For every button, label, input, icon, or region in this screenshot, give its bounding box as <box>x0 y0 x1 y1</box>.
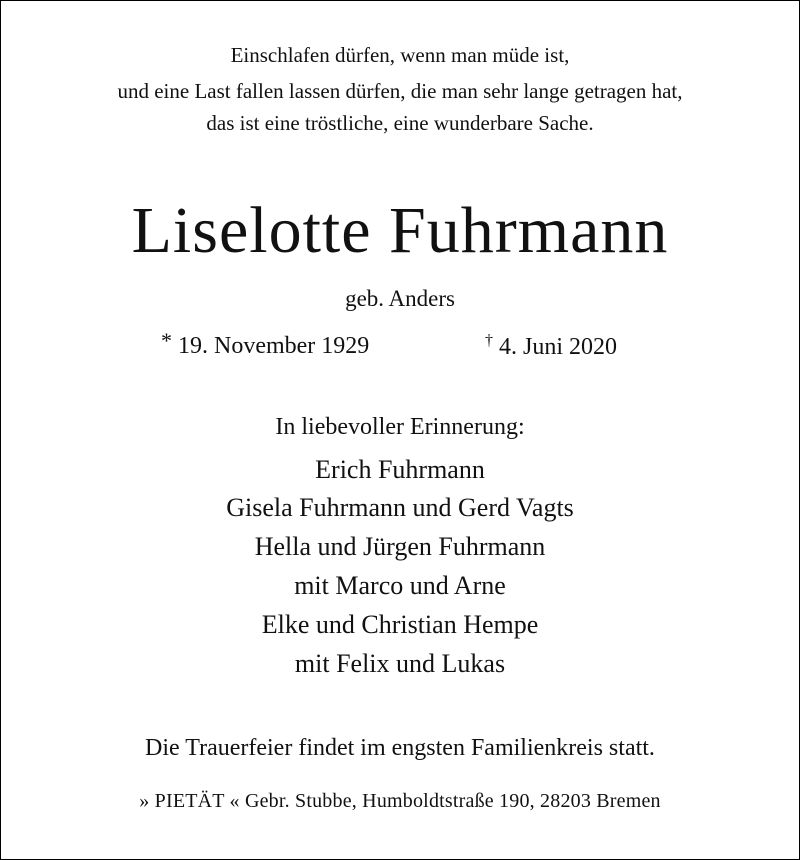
verse-line: und eine Last fallen lassen dürfen, die man sehr lange getragen hat, <box>117 79 683 103</box>
birth-date: 19. November 1929 <box>178 333 370 359</box>
mourner-line: Hella und Jürgen Fuhrmann <box>254 532 546 561</box>
life-dates <box>1 323 799 359</box>
funeral-home: » PIETÄT « Gebr. Stubbe, Humboldtstraße 190, 28203 Bremen <box>139 790 661 812</box>
verse-line: Einschlafen dürfen, wenn man müde ist, <box>230 43 570 67</box>
birth-date-group <box>161 323 369 364</box>
mourner-line: Erich Fuhrmann <box>315 455 485 484</box>
verse-line: das ist eine tröstliche, eine wunderbare Sache. <box>206 111 594 135</box>
memory-heading: In liebevoller Erinnerung: <box>275 414 525 440</box>
ceremony-note: Die Trauerfeier findet im engsten Familienkreis statt. <box>145 735 655 761</box>
birth-star-icon: * <box>161 328 172 353</box>
mourner-line: Elke und Christian Hempe <box>261 610 539 639</box>
mourner-line: mit Marco und Arne <box>294 571 506 600</box>
mourner-line: mit Felix und Lukas <box>294 649 506 678</box>
birth-name: geb. Anders <box>345 286 455 311</box>
deceased-name: Liselotte Fuhrmann <box>131 194 669 267</box>
death-date-group <box>485 323 617 365</box>
death-cross-icon: † <box>485 332 493 349</box>
death-date: 4. Juni 2020 <box>499 334 618 360</box>
mourner-line: Gisela Fuhrmann und Gerd Vagts <box>226 493 574 522</box>
